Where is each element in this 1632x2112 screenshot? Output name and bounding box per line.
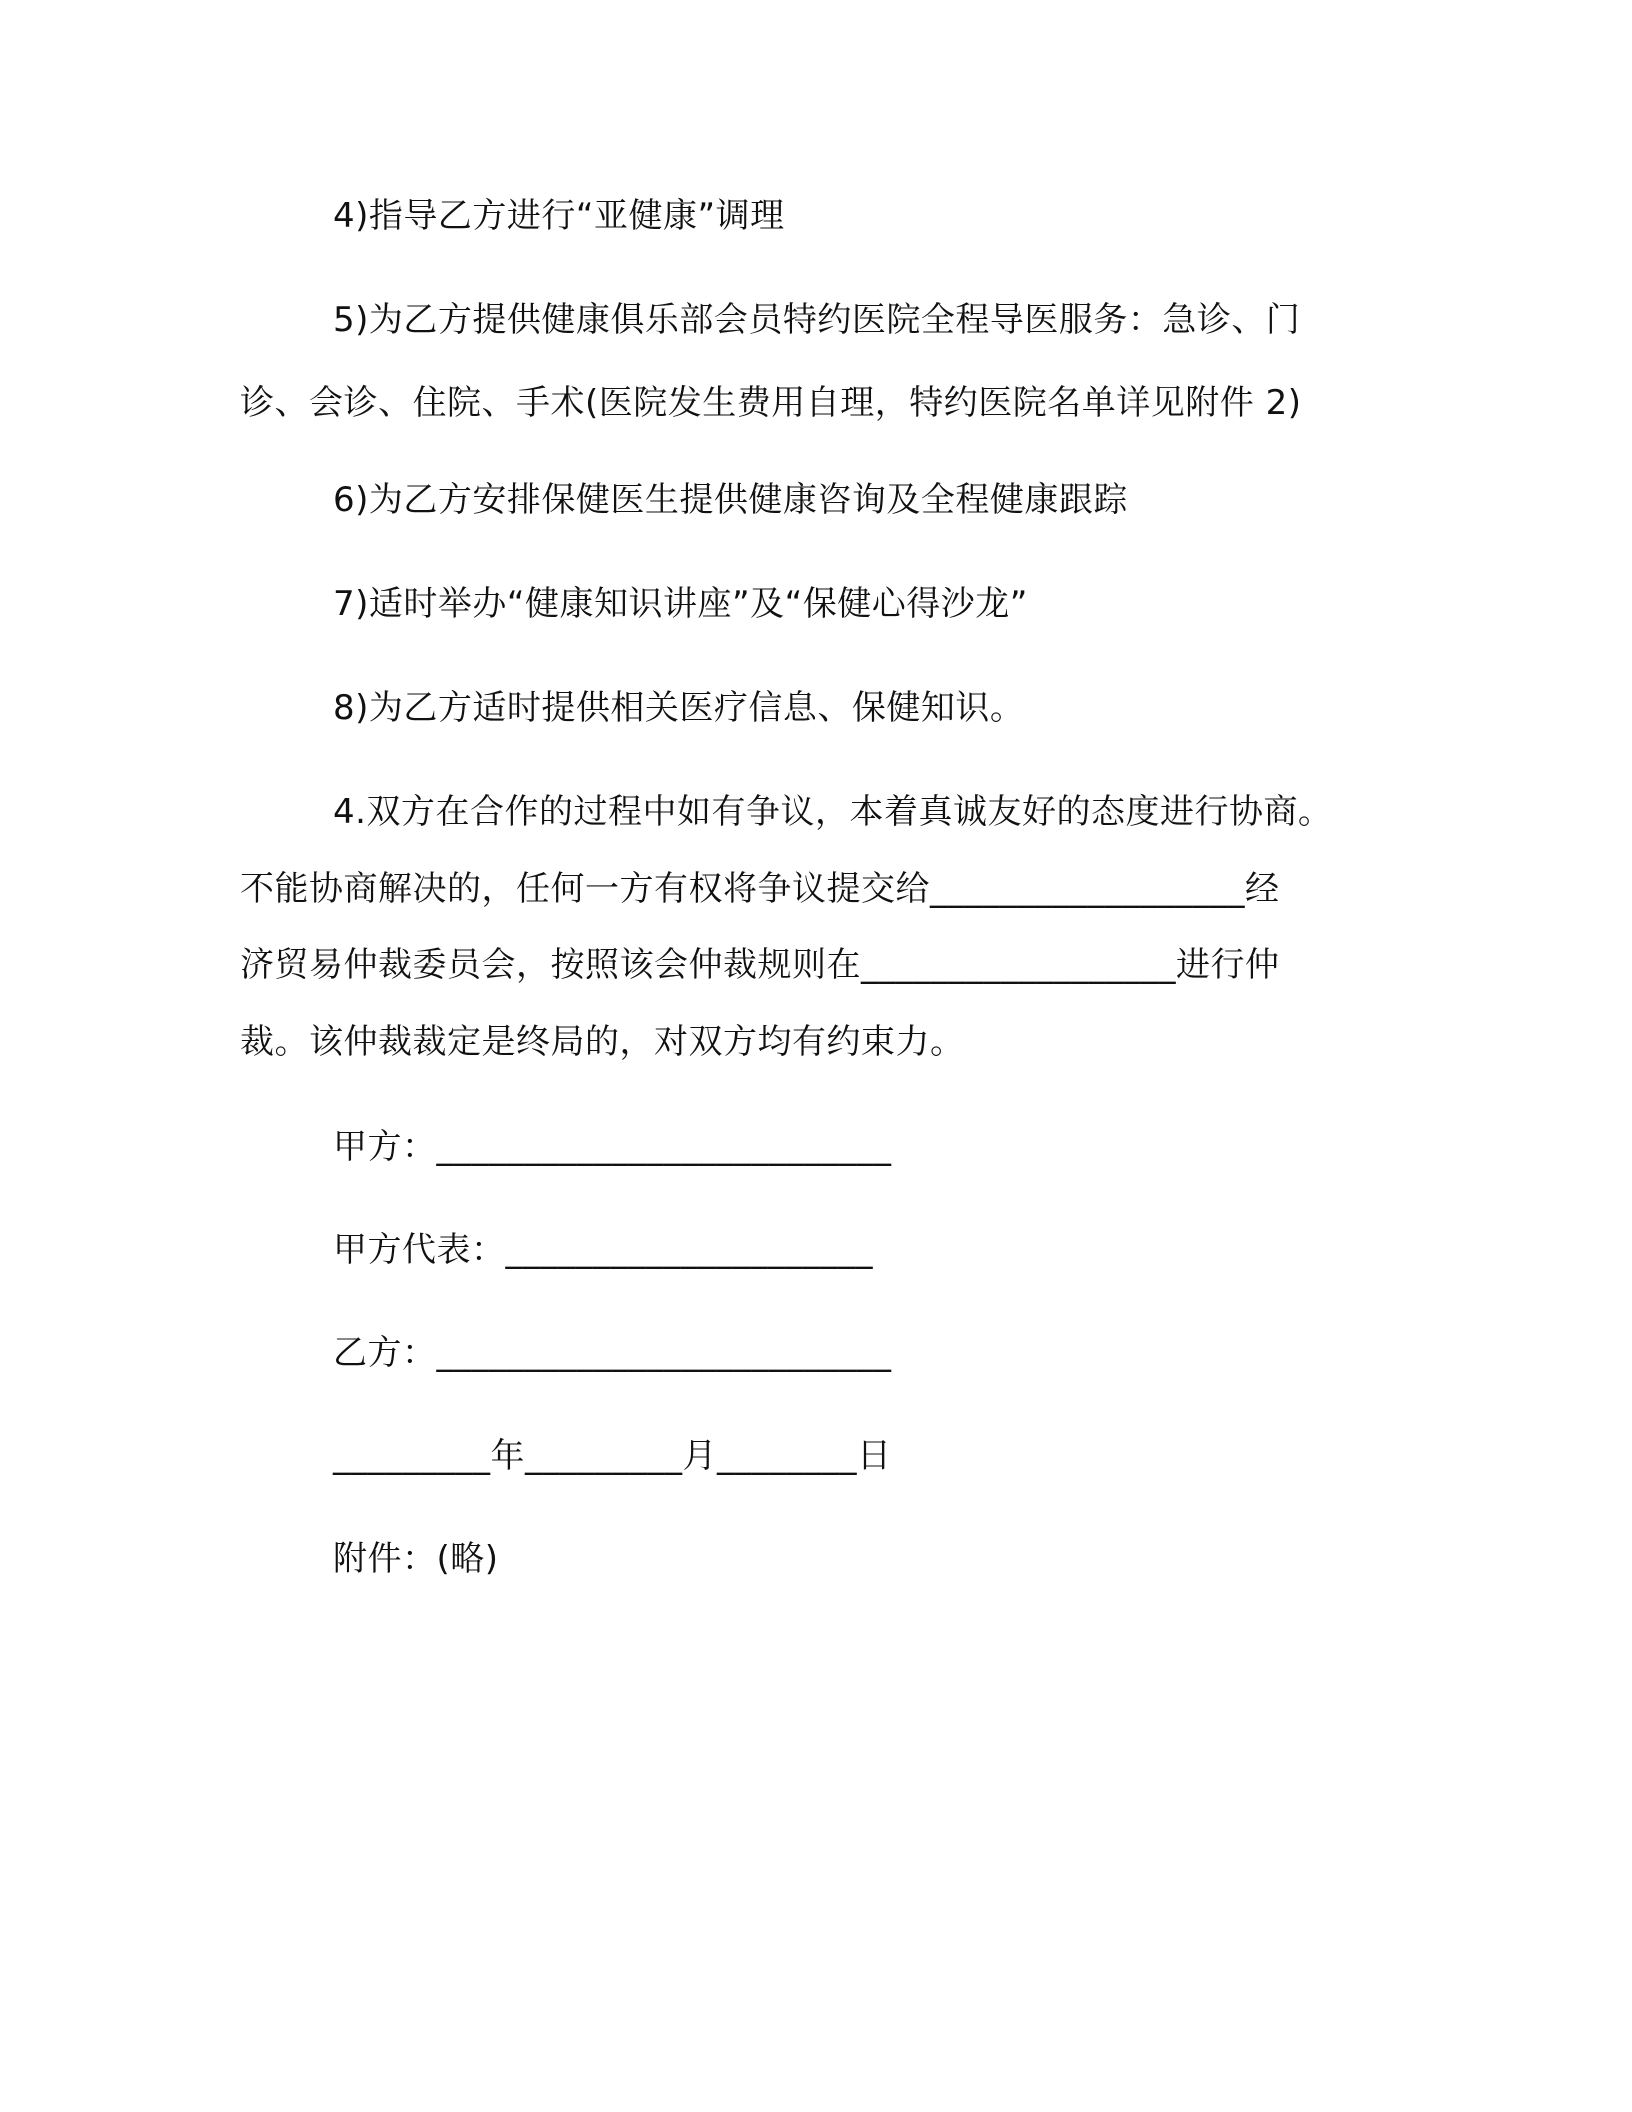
clause-4-line3: 济贸易仲裁委员会，按照该会仲裁规则在__________________进行仲 — [240, 945, 1280, 985]
attachment-note: 附件：(略) — [333, 1539, 499, 1579]
clause-4-line2: 不能协商解决的，任何一方有权将争议提交给__________________经 — [240, 869, 1280, 909]
clause-4-line1: 4.双方在合作的过程中如有争议，本着真诚友好的态度进行协商。 — [333, 792, 1333, 832]
list-item-4: 4)指导乙方进行“亚健康”调理 — [333, 196, 785, 236]
list-item-5-line2: 诊、会诊、住院、手术(医院发生费用自理，特约医院名单详见附件 2) — [240, 383, 1302, 423]
party-a-representative: 甲方代表：_____________________ — [333, 1230, 873, 1270]
list-item-8: 8)为乙方适时提供相关医疗信息、保健知识。 — [333, 688, 1025, 728]
signature-date: _________年_________月________日 — [333, 1436, 892, 1476]
party-b-signature: 乙方：__________________________ — [333, 1333, 892, 1373]
list-item-7: 7)适时举办“健康知识讲座”及“保健心得沙龙” — [333, 584, 1028, 624]
list-item-5-line1: 5)为乙方提供健康俱乐部会员特约医院全程导医服务：急诊、门 — [333, 300, 1301, 340]
list-item-6: 6)为乙方安排保健医生提供健康咨询及全程健康跟踪 — [333, 480, 1128, 520]
clause-4-line4: 裁。该仲裁裁定是终局的，对双方均有约束力。 — [240, 1022, 965, 1062]
party-a-signature: 甲方：__________________________ — [333, 1127, 892, 1167]
